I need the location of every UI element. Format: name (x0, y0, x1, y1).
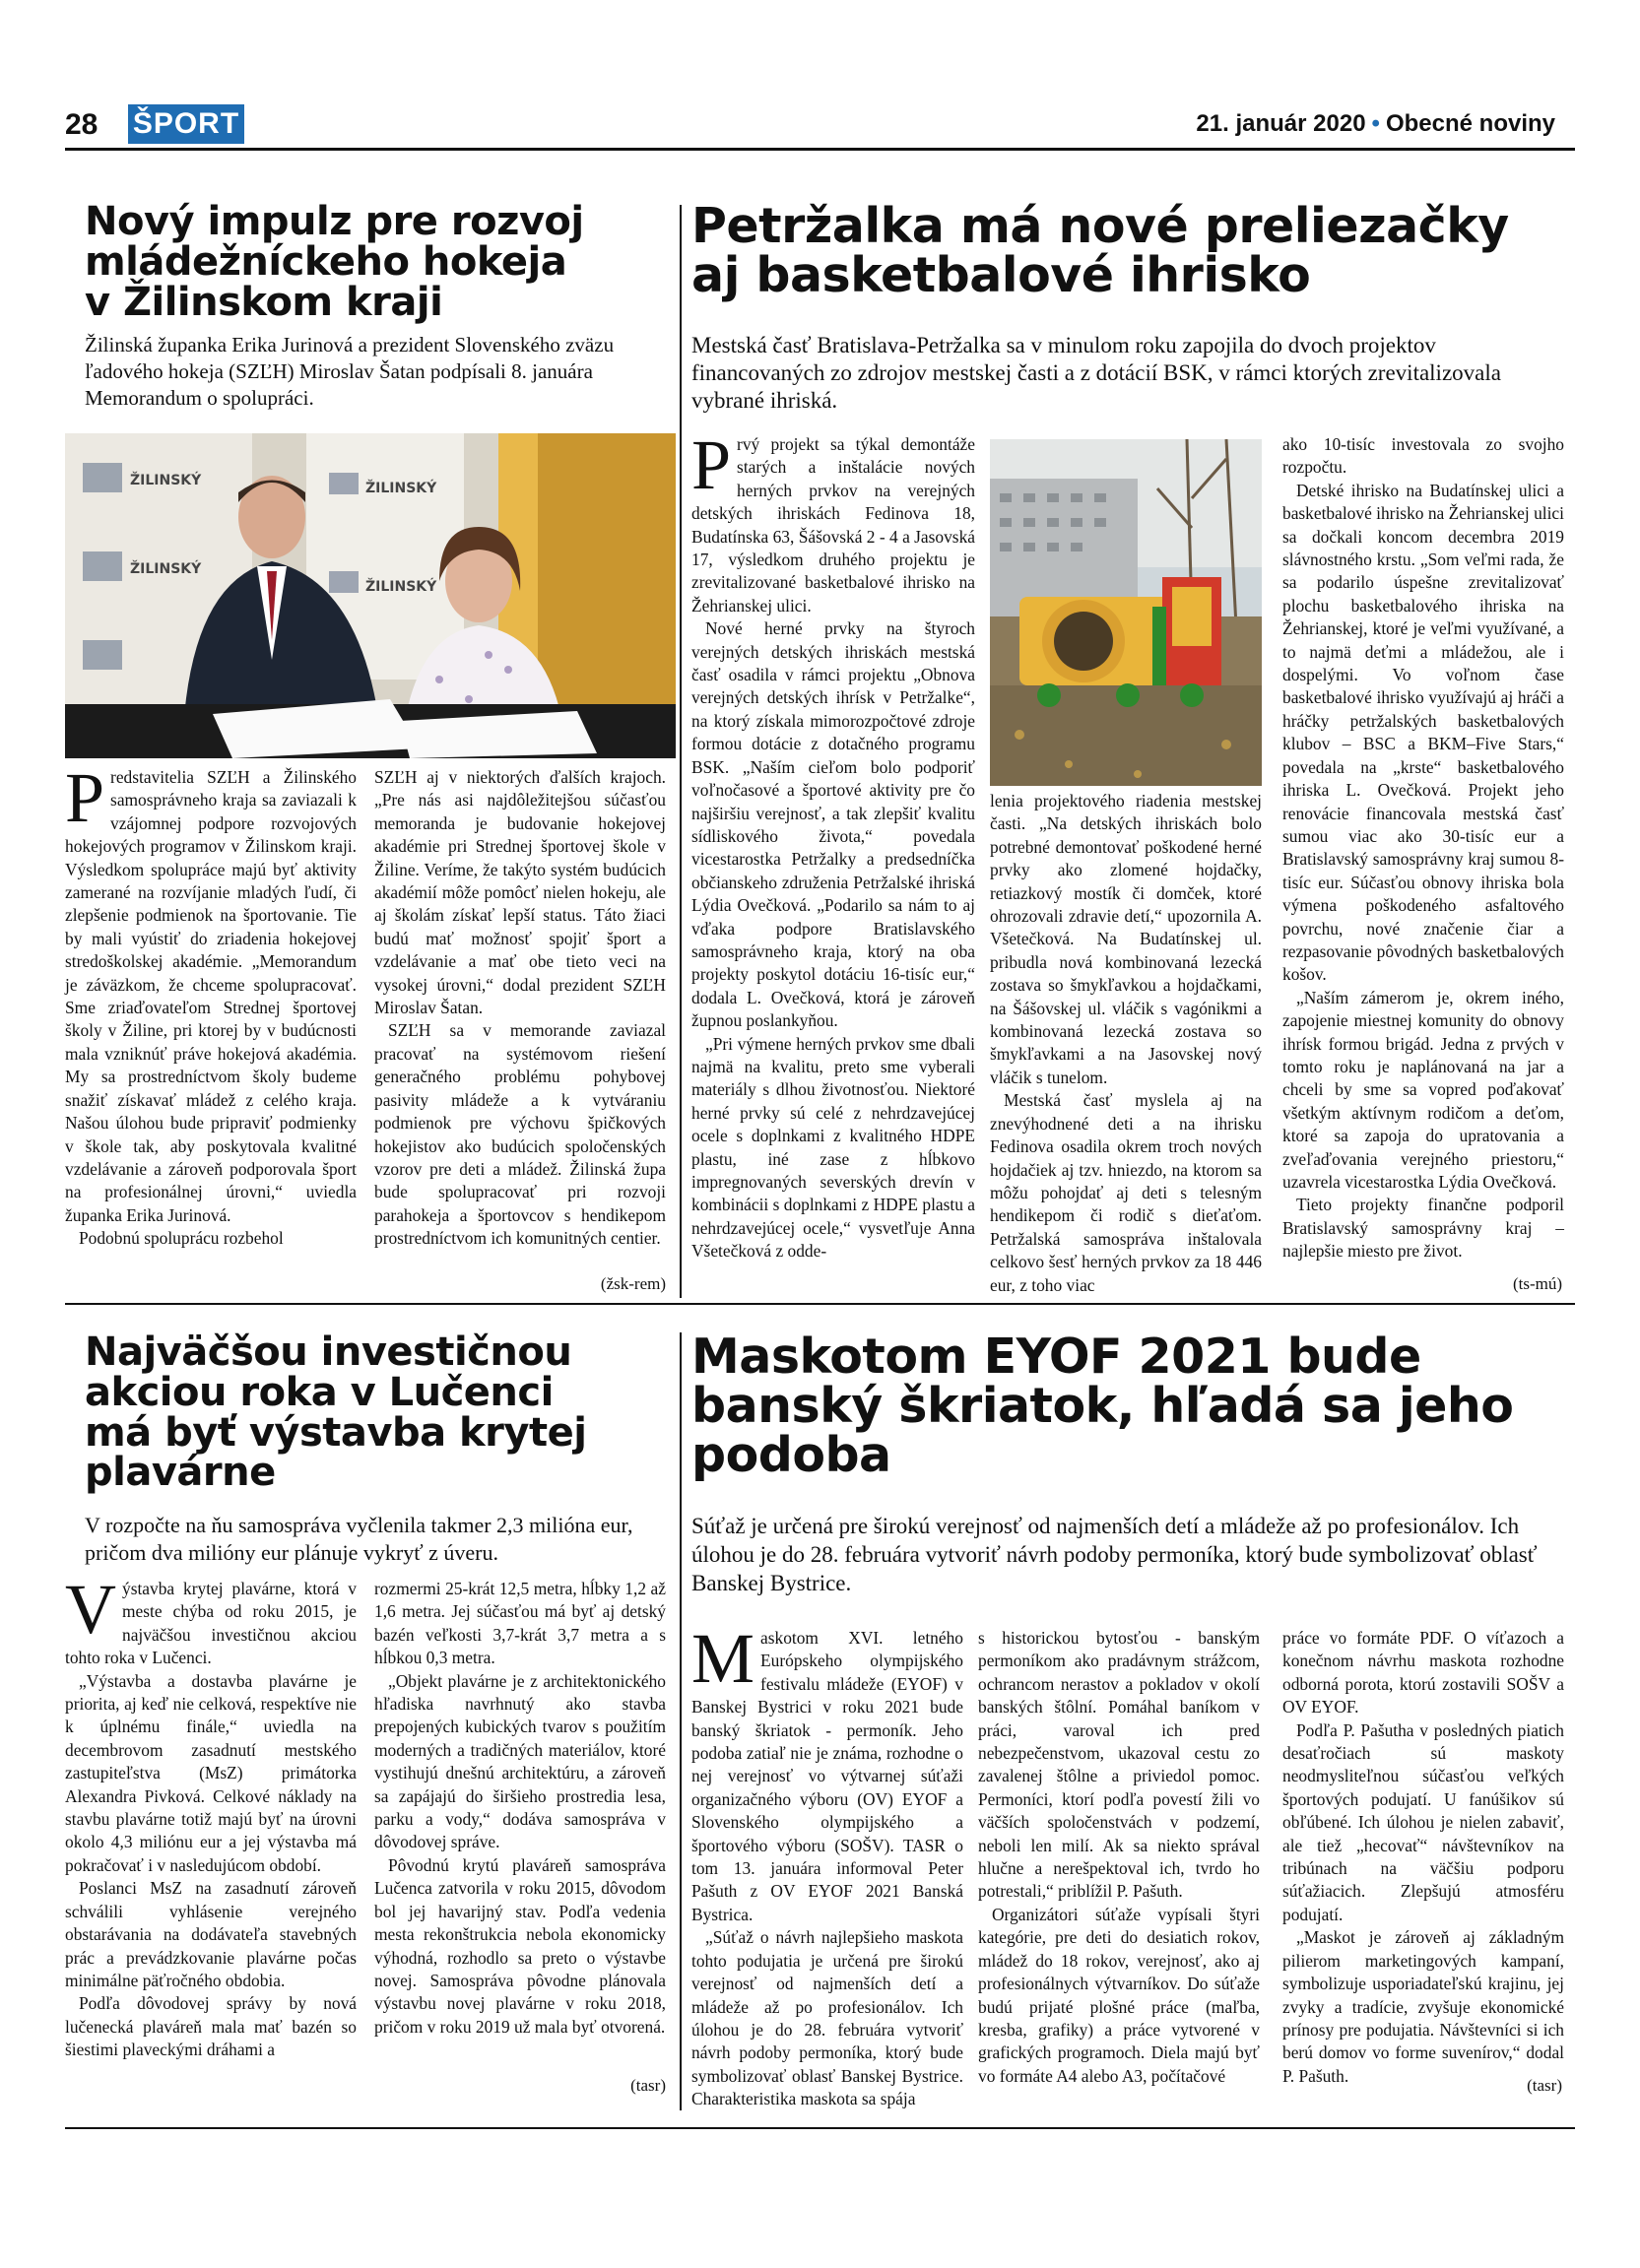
section-label: ŠPORT (128, 104, 244, 144)
title-line: banský škriatok, hľadá sa jeho (691, 1377, 1514, 1434)
petrzalka-col-1 (691, 425, 975, 1264)
paragraph: Predstavitelia SZĽH a Žilinského samosprávneho kraja sa zaviazali k vzájomnej podpore rozvojových hokejových programov v Žilinskom kraji. Výsledkom spolupráce majú byť aktivity zamerané na rozvíjanie mladých ľudí, či zlepšenie podmienok na športovanie. Tie by mali vyústiť do zriadenia hokejovej stredoškolskej akadémie. „Memorandum je záväzkom, že chceme spolupracovať. Sme zriaďovateľom Strednej športovej školy v Žiline, pri ktorej by v budúcnosti mala vzniknúť práve hokejová akadémia. My sa prostredníctvom školy budeme snažiť získavať mládež z celého kraja. Našou úlohou bude pripraviť podmienky v škole tak, aby poskytovala kvalitné vzdelávanie a zároveň podporovala šport na profesionálnej úrovni,“ uviedla županka Erika Jurinová. (65, 758, 357, 1225)
paragraph: práce vo formáte PDF. O víťazoch a konečnom návrhu maskota rozhodne odborná porota, ktorú zostavili SOŠV a OV EYOF. (1282, 1628, 1564, 1717)
eyof-lead: Súťaž je určená pre širokú verejnosť od najmenších detí a mládeže až po profesionálov. Ich úlohou je do 28. februára vytvoriť návrh podoby permoníka, ktorý bude symbolizovať oblasť Banskej Bystrice. (691, 1514, 1538, 1595)
petrzalka-signature: (ts-mú) (1512, 1274, 1562, 1293)
paragraph: SZĽH sa v memorande zaviazal pracovať na systémovom riešení generačného problému pohybovej pasivity mládeže a k vytváraniu podmienok pre výchovu špičkových hokejistov ako budúcich spoločenských vzorov pre deti a mládež. Žilinská župa bude spolupracovať pri rozvoji parahokeja a športovcov s hendikepom prostredníctvom ich komunitných centier. (374, 1020, 666, 1249)
paragraph: ako 10-tisíc investovala zo svojho rozpočtu. (1282, 434, 1564, 478)
paragraph: Mestská časť myslela aj na znevýhodnené deti a na ihrisku Fedinova osadila okrem troch nových hojdačiek aj tzv. hniezdo, na ktorom sa môžu pohojdať aj deti s telesným hendikepom či rodič s dieťaťom. Petržalská samospráva inštalovala celkovo šesť herných prvkov za 18 446 eur, z toho viac (990, 1090, 1262, 1295)
petrzalka-lead: Mestská časť Bratislava-Petržalka sa v minulom roku zapojila do dvoch projektov financovaných zo zdrojov mestskej časti a z dotácií BSK, v rámci ktorých zrevitalizovala vybrané ihriská. (691, 333, 1501, 413)
title-line: v Žilinskom kraji (85, 279, 443, 325)
drop-cap: M (691, 1619, 755, 1698)
paragraph: „Naším zámerom je, okrem iného, zapojenie miestnej komunity do obnovy ihrísk formou brigád. Jedna z prvých v tomto roku je naplánovaná na jar a chceli by sme sa vopred poďakovať všetkým aktívnym rodičom a deťom, ktoré sa zapoja do upratovania a zveľaďovania verejného priestoru,“ uzavrela vicestarostka Lýdia Ovečková. (1282, 987, 1564, 1192)
lucenec-col-1 (65, 1570, 357, 2062)
eyof-col-3 (1282, 1627, 1564, 2088)
title-line: akciou roka v Lučenci (85, 1369, 554, 1415)
title-line: Petržalka má nové preliezačky (691, 198, 1509, 254)
footer-rule (65, 2127, 1575, 2129)
paragraph: Maskotom XVI. letného Európskeho olympijského festivalu mládeže (EYOF) v Banskej Bystrici v roku 2021 bude banský škriatok - permoník. Jeho podoba zatiaľ nie je známa, rozhodne o nej verejnosť vo výtvarnej súťaži organizačného výboru (OV) EYOF a Slovenského olympijského a športového výboru (SOŠV). TASR o tom 13. januára informoval Peter Pašuth z OV EYOF 2021 Banská Bystrica. (691, 1619, 963, 1924)
petrzalka-col-3 (1282, 433, 1564, 1264)
hockey-title (85, 199, 636, 325)
separator-dot: • (1371, 110, 1380, 137)
title-line: plavárne (85, 1450, 276, 1496)
wall-logo-text: ŽILINSKÝ (130, 473, 202, 488)
paragraph: Detské ihrisko na Budatínskej ulici a basketbalové ihrisko na Žehrianskej ulici sa dočkali koncom decembra 2019 slávnostného krstu. „Som veľmi rada, že sa podarilo úspešne zrevitalizovať plochu basketbalového ihriska na Žehrianskej, ktoré je veľmi využívané, a to najmä deťmi a mládežou, ale i dospelými. Vo voľnom čase basketbalové ihrisko využívajú aj hráči a hráčky petržalských basketbalových klubov – BSC a BKM–Five Stars,“ povedala na „krste“ basketbalového ihriska L. Ovečková. Projekt jeho renovácie financovala mestská časť sumou viac ako 30-tisíc eur a Bratislavský samosprávny kraj sumou 8-tisíc eur. Súčasťou obnovy ihriska bola výmena poškodeného asfaltového povrchu, nové značenie čiar a rezpasovanie pôvodných basketbalových košov. (1282, 480, 1564, 985)
hockey-lead: Žilinská županka Erika Jurinová a prezident Slovenského zväzu ľadového hokeja (SZĽH) Miroslav Šatan podpísali 8. januára Memorandum o spolupráci. (85, 333, 615, 410)
lucenec-col-2 (374, 1578, 666, 2039)
column-divider (680, 205, 682, 1298)
signing-photo (65, 433, 676, 758)
paragraph: Poslanci MsZ na zasadnutí zároveň schválili vyhlásenie verejného obstarávania na dodávateľa stavebných prác a prevádzkovanie plavárne počas minimálne päťročného obdobia. (65, 1878, 357, 1990)
header-rule (65, 148, 1575, 151)
publication-name: Obecné noviny (1385, 110, 1555, 137)
paragraph: „Pri výmene herných prvkov sme dbali najmä na kvalitu, preto sme vyberali materiály s dlhou životnosťou. Niektoré herné prvky sú celé z nehrdzavejúcej ocele s doplnkami z kvalitného HDPE plastu, iné zase z hĺbkovo impregnovaných severských drevín v kombinácii s doplnkami z HDPE plastu a nehrdzavejúcej ocele,“ vysvetľuje Anna Všetečková z odde- (691, 1033, 975, 1262)
drop-cap: P (691, 425, 732, 504)
column-divider (680, 1332, 682, 2110)
paragraph: Výstavba krytej plavárne, ktorá v meste chýba od roku 2015, je najväčšou investičnou akciou tohto roka v Lučenci. (65, 1570, 357, 1668)
eyof-col-2 (978, 1627, 1260, 2088)
petrzalka-title (691, 198, 1578, 303)
paragraph: rozmermi 25-krát 12,5 metra, hĺbky 1,2 až 1,6 metra. Jej súčasťou má byť aj detský bazén veľkosti 3,7-krát 3,7 metra a s hĺbkou 0,3 metra. (374, 1579, 666, 1668)
paragraph: Podľa P. Pašutha v posledných piatich desaťročiach sú maskoty neodmysliteľnou súčasťou veľkých športových podujatí. U fanúšikov sú obľúbené. Ich úlohou je nielen zabaviť, ale tiež „hecovať“ návštevníkov na tribúnach na väčšiu podporu súťažiacich. Zlepšujú atmosféru podujatí. (1282, 1719, 1564, 1924)
title-line: Nový impulz pre rozvoj (85, 199, 584, 244)
eyof-col-1 (691, 1619, 963, 2111)
paragraph: Prvý projekt sa týkal demontáže starých a inštalácie nových herných prvkov na verejných detských ihriskách Fedinova 18, Budatínska 63, Šášovská 2 - 4 a Jasovská 17, výsledkom druhého projektu je zrevitalizované basketbalové ihrisko na Žehrianskej ulici. (691, 425, 975, 616)
playground-photo (990, 439, 1262, 786)
title-line: mládežníckeho hokeja (85, 238, 567, 285)
page-number: 28 (65, 108, 98, 141)
title-line: Maskotom EYOF 2021 bude (691, 1328, 1421, 1385)
title-line: podoba (691, 1426, 891, 1483)
paragraph: lenia projektového riadenia mestskej časti. „Na detských ihriskách bolo potrebné demontovať poškodené herné prvky ako zlomené hojdačky, retiazkový mostík či domček, ktoré ohrozovali zdravie detí,“ upozornila A. Všetečková. Na Budatínskej ul. pribudla nová kombinovaná lezecká zostava so šmykľavkou a hojdačkami, na Šášovskej ul. vláčik s vagónikmi a kombinovaná lezecká zostava so šmykľavkami a na Jasovskej nový vláčik s tunelom. (990, 791, 1262, 1087)
svg-text:ŽILINSKÝ: ŽILINSKÝ (365, 579, 437, 595)
hockey-signature: (žsk-rem) (600, 1274, 666, 1293)
paragraph: Podobnú spoluprácu rozbehol (79, 1228, 284, 1249)
eyof-title (691, 1328, 1578, 1483)
paragraph: Nové herné prvky na štyroch verejných detských ihriskách mestská časť osadila v rámci projektu „Obnova verejných detských ihrísk v Petržalke“, na ktorý získala mimorozpočtové zdroje formou dotácie z dotačného programu BSK. „Naším cieľom bolo podporiť voľnočasové a športové aktivity pre čo najširšiu verejnosť, a tak zlepšiť kvalitu sídliskového života,“ povedala vicestarostka Petržalky a predsedníčka občianskeho združenia Petržalské ihriská Lýdia Ovečková. „Podarilo sa nám to aj vďaka podpore Bratislavského samosprávneho kraja, ktorý na oba projekty poskytol dotáciu 16-tisíc eur,“ dodala L. Ovečková, ktorá je zároveň župnou poslankyňou. (691, 618, 975, 1031)
paragraph: Organizátori súťaže vypísali štyri kategórie, pre deti do desiatich rokov, mládež do 18 rokov, verejnosť, ako aj profesionálnych výtvarníkov. Do súťaže budú prijaté plošné práce (maľba, kresba, grafiky) a práce vytvorené v grafických programoch. Diela majú byť vo formáte A4 alebo A3, počítačové (978, 1904, 1260, 2086)
issue-date: 21. január 2020 (1196, 110, 1366, 137)
paragraph: „Objekt plavárne je z architektonického hľadiska navrhnutý ako stavba prepojených kubických tvarov s použitím moderných a tradičných materiálov, ktoré vystihujú dnešnú architektúru, a zároveň sa zapájajú do širšieho prostredia lesa, parku a vody,“ dodáva samospráva v dôvodovej správe. (374, 1670, 666, 1852)
hockey-col-1 (65, 758, 357, 1251)
section-rule (65, 1303, 1575, 1305)
title-line: Najväčšou investičnou (85, 1329, 572, 1375)
petrzalka-col-2 (990, 790, 1262, 1297)
hockey-photo (65, 433, 676, 758)
lucenec-signature: (tasr) (630, 2076, 666, 2095)
paragraph: „Maskot je zároveň aj základným pilierom marketingových kampaní, symbolizuje usporiadateľskú krajinu, jej zvyky a tradície, zvyšuje ekonomické prínosy pre podujatia. Návštevníci si ich berú domov vo forme suvenírov,“ dodal P. Pašuth. (1282, 1927, 1564, 2086)
eyof-signature: (tasr) (1527, 2076, 1562, 2095)
paragraph: „Výstavba a dostavba plavárne je priorita, aj keď nie celková, respektíve nie k úplnému finále,“ uviedla na decembrovom zasadnutí mestského zastupiteľstva (MsZ) primátorka Alexandra Pivková. Celkové náklady na stavbu plavárne totiž majú byť na úrovni okolo 4,3 miliónu eur a jej výstavba má pokračovať i v nasledujúcom období. (65, 1670, 357, 1875)
issue-info (1196, 110, 1555, 138)
paragraph: „Súťaž o návrh najlepšieho maskota tohto podujatia je určená pre širokú verejnosť od najmenších detí a mládeže až po profesionálov. Ich úlohou je do 28. februára vytvoriť návrh podoby permoníka, ktorý bude symbolizovať oblasť Banskej Bystrice. Charakteristika maskota sa spája (691, 1927, 963, 2109)
lucenec-lead: V rozpočte na ňu samospráva vyčlenila takmer 2,3 milióna eur, pričom dva milióny eur plánuje vykryť z úveru. (85, 1513, 633, 1565)
paragraph: Pôvodnú krytú plaváreň samospráva Lučenca zatvorila v roku 2015, dôvodom bol jej havarijný stav. Podľa vedenia mesta rekonštrukcia nebola ekonomicky výhodná, rozhodlo sa preto o výstavbe novej. Samospráva pôvodne plánovala výstavbu novej plavárne v roku 2018, pričom v roku 2019 už mala byť otvorená. (374, 1854, 666, 2037)
svg-text:ŽILINSKÝ: ŽILINSKÝ (365, 481, 437, 496)
paragraph: s historickou bytosťou - banským permoníkom ako pradávnym strážcom, ochrancom nerastov a pokladov v okolí banských štôlní. Pomáhal baníkom v práci, varoval ich pred nebezpečenstvom, ukazoval cestu zo zavalenej štôlne a priviedol pomoc. Permoníci, ktorí podľa povestí žili vo väčších spoločenstvách v podzemí, neboli len milí. Ak sa niekto správal hlučne a nerešpektoval ich, tvrdo ho potrestali,“ priblížil P. Pašuth. (978, 1628, 1260, 1902)
title-line: aj basketbalové ihrisko (691, 246, 1311, 303)
drop-cap: V (65, 1570, 116, 1649)
hockey-col-2 (374, 766, 666, 1251)
paragraph: Tieto projekty finančne podporil Bratislavský samosprávny kraj – najlepšie miesto pre život. (1282, 1195, 1564, 1262)
svg-text:ŽILINSKÝ: ŽILINSKÝ (130, 561, 202, 577)
paragraph: Podľa dôvodovej správy by nová lučenecká plaváreň mala mať bazén so šiestimi plaveckými dráhami a (65, 1993, 357, 2060)
lucenec-title (85, 1329, 676, 1496)
drop-cap: P (65, 758, 105, 837)
paragraph: SZĽH aj v niektorých ďalších krajoch. „Pre nás asi najdôležitejšou súčasťou memoranda je budovanie hokejovej akadémie pri Strednej športovej škole v Žiline. Veríme, že takýto systém budúcich akadémií môže pomôcť nielen hokeju, ale aj školám získať lepší status. Táto žiaci budú mať možnosť spojiť šport a vzdelávanie a mať obe tieto veci na vysokej úrovni,“ dodal prezident SZĽH Miroslav Šatan. (374, 767, 666, 1018)
title-line: má byť výstavba krytej (85, 1409, 587, 1456)
playground-image (990, 439, 1262, 786)
